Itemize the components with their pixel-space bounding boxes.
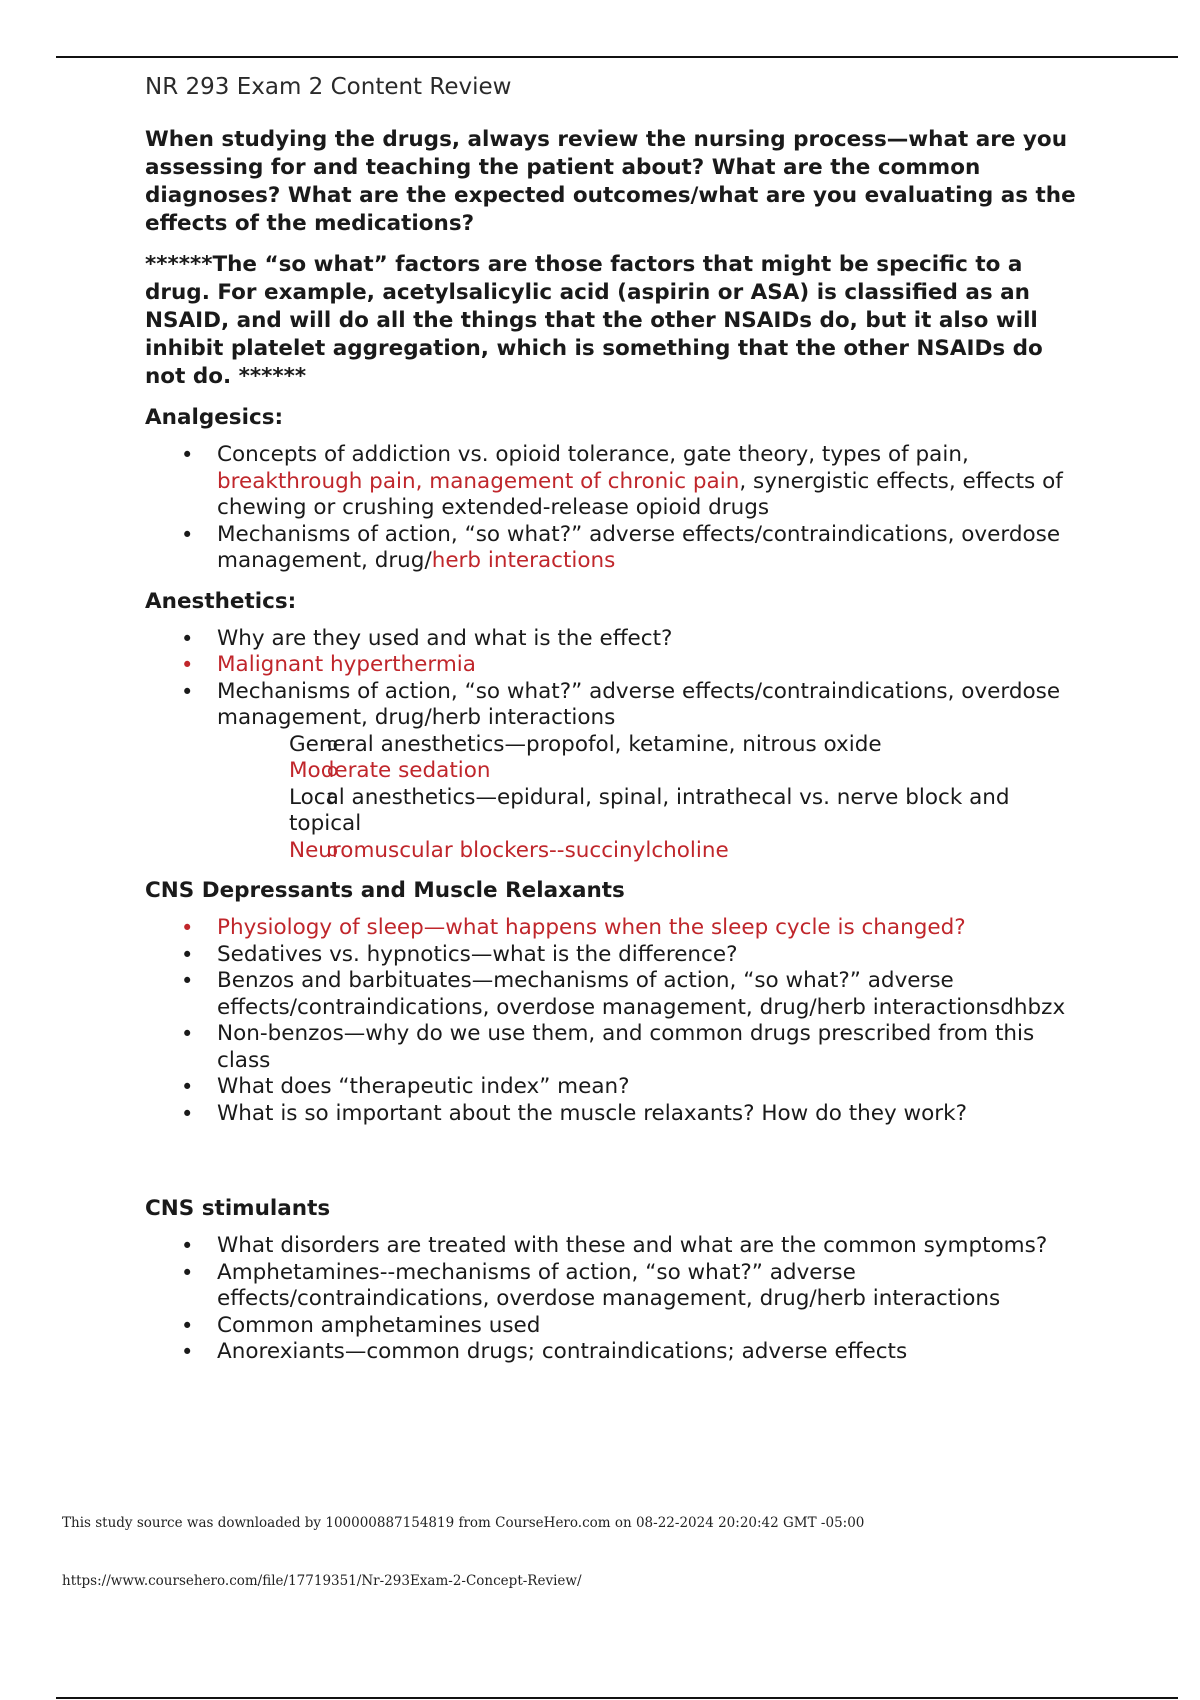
list-item: • Sedatives vs. hypnotics—what is the difference? — [145, 942, 1085, 969]
download-notice: This study source was downloaded by 100000887154819 from CourseHero.com on 08-22-2024 20:20:42 GMT -05:00 — [62, 1515, 865, 1531]
cns-depressants-list — [145, 915, 1085, 1127]
list-item: • Non-benzos—why do we use them, and common drugs prescribed from this class — [145, 1021, 1085, 1074]
list-item: • Malignant hyperthermia — [145, 652, 1085, 679]
section-heading-anesthetics: Anesthetics: — [145, 588, 297, 614]
list-item: • Mechanisms of action, “so what?” adverse effects/contraindications, overdose management, drug/herb interactions — [145, 679, 1085, 732]
spacer — [145, 1140, 1085, 1195]
sublist-item: o General anesthetics—propofol, ketamine, nitrous oxide — [217, 732, 1085, 759]
sublist-item: o Neuromuscular blockers--succinylcholine — [217, 838, 1085, 865]
list-item: • What is so important about the muscle relaxants? How do they work? — [145, 1101, 1085, 1128]
section-heading-cns-depressants: CNS Depressants and Muscle Relaxants — [145, 878, 625, 903]
section-heading-analgesics: Analgesics: — [145, 405, 284, 430]
so-what-paragraph: ******The “so what” factors are those factors that might be specific to a drug. For example, acetylsalicylic acid (aspirin or ASA) is classified as an NSAID, and will do all the things that the other NSAIDs do, but it also will inhibit platelet aggregation, which is something that the other NSAIDs do not do. ****** — [145, 252, 1043, 389]
intro-paragraph: When studying the drugs, always review the nursing process—what are you assessing for and teaching the patient about? What are the common diagnoses? What are the expected outcomes/what are you evaluating as the effects of the medications? — [145, 127, 1076, 236]
highlighted-text: herb interactions — [431, 548, 616, 573]
list-item: • Why are they used and what is the effect? — [145, 626, 1085, 653]
list-item: • What does “therapeutic index” mean? — [145, 1074, 1085, 1101]
list-item: • What disorders are treated with these and what are the common symptoms? — [145, 1233, 1085, 1260]
cns-stimulants-list — [145, 1233, 1085, 1366]
source-url[interactable]: https://www.coursehero.com/file/17719351/Nr-293Exam-2-Concept-Review/ — [62, 1573, 582, 1589]
bottom-rule — [56, 1697, 1178, 1699]
top-rule — [56, 56, 1178, 58]
document-body — [145, 70, 1085, 1379]
document-title: NR 293 Exam 2 Content Review — [145, 74, 512, 100]
list-item: • Common amphetamines used — [145, 1313, 1085, 1340]
list-item: • Amphetamines--mechanisms of action, “so what?” adverse effects/contraindications, overdose management, drug/herb interactions — [145, 1260, 1085, 1313]
list-item: • Anorexiants—common drugs; contraindications; adverse effects — [145, 1339, 1085, 1366]
anesthetics-sublist — [145, 732, 1085, 865]
list-item: • Benzos and barbituates—mechanisms of action, “so what?” adverse effects/contraindications, overdose management, drug/herb interactionsdhbzx — [145, 968, 1085, 1021]
analgesics-list — [145, 442, 1085, 575]
list-item: • Physiology of sleep—what happens when the sleep cycle is changed? — [145, 915, 1085, 942]
sublist-item: o Moderate sedation — [217, 758, 1085, 785]
list-item: • Mechanisms of action, “so what?” adverse effects/contraindications, overdose management, drug/herb interactions — [145, 522, 1085, 575]
anesthetics-list — [145, 626, 1085, 732]
highlighted-text: breakthrough pain, management of chronic pain — [217, 468, 740, 494]
list-item: • Concepts of addiction vs. opioid tolerance, gate theory, types of pain, breakthrough pain, management of chronic pain, synergistic effects, effects of chewing or crushing extended-release opioid drugs — [145, 442, 1085, 522]
section-heading-cns-stimulants: CNS stimulants — [145, 1196, 331, 1221]
sublist-item: o Local anesthetics—epidural, spinal, intrathecal vs. nerve block and topical — [217, 785, 1085, 838]
